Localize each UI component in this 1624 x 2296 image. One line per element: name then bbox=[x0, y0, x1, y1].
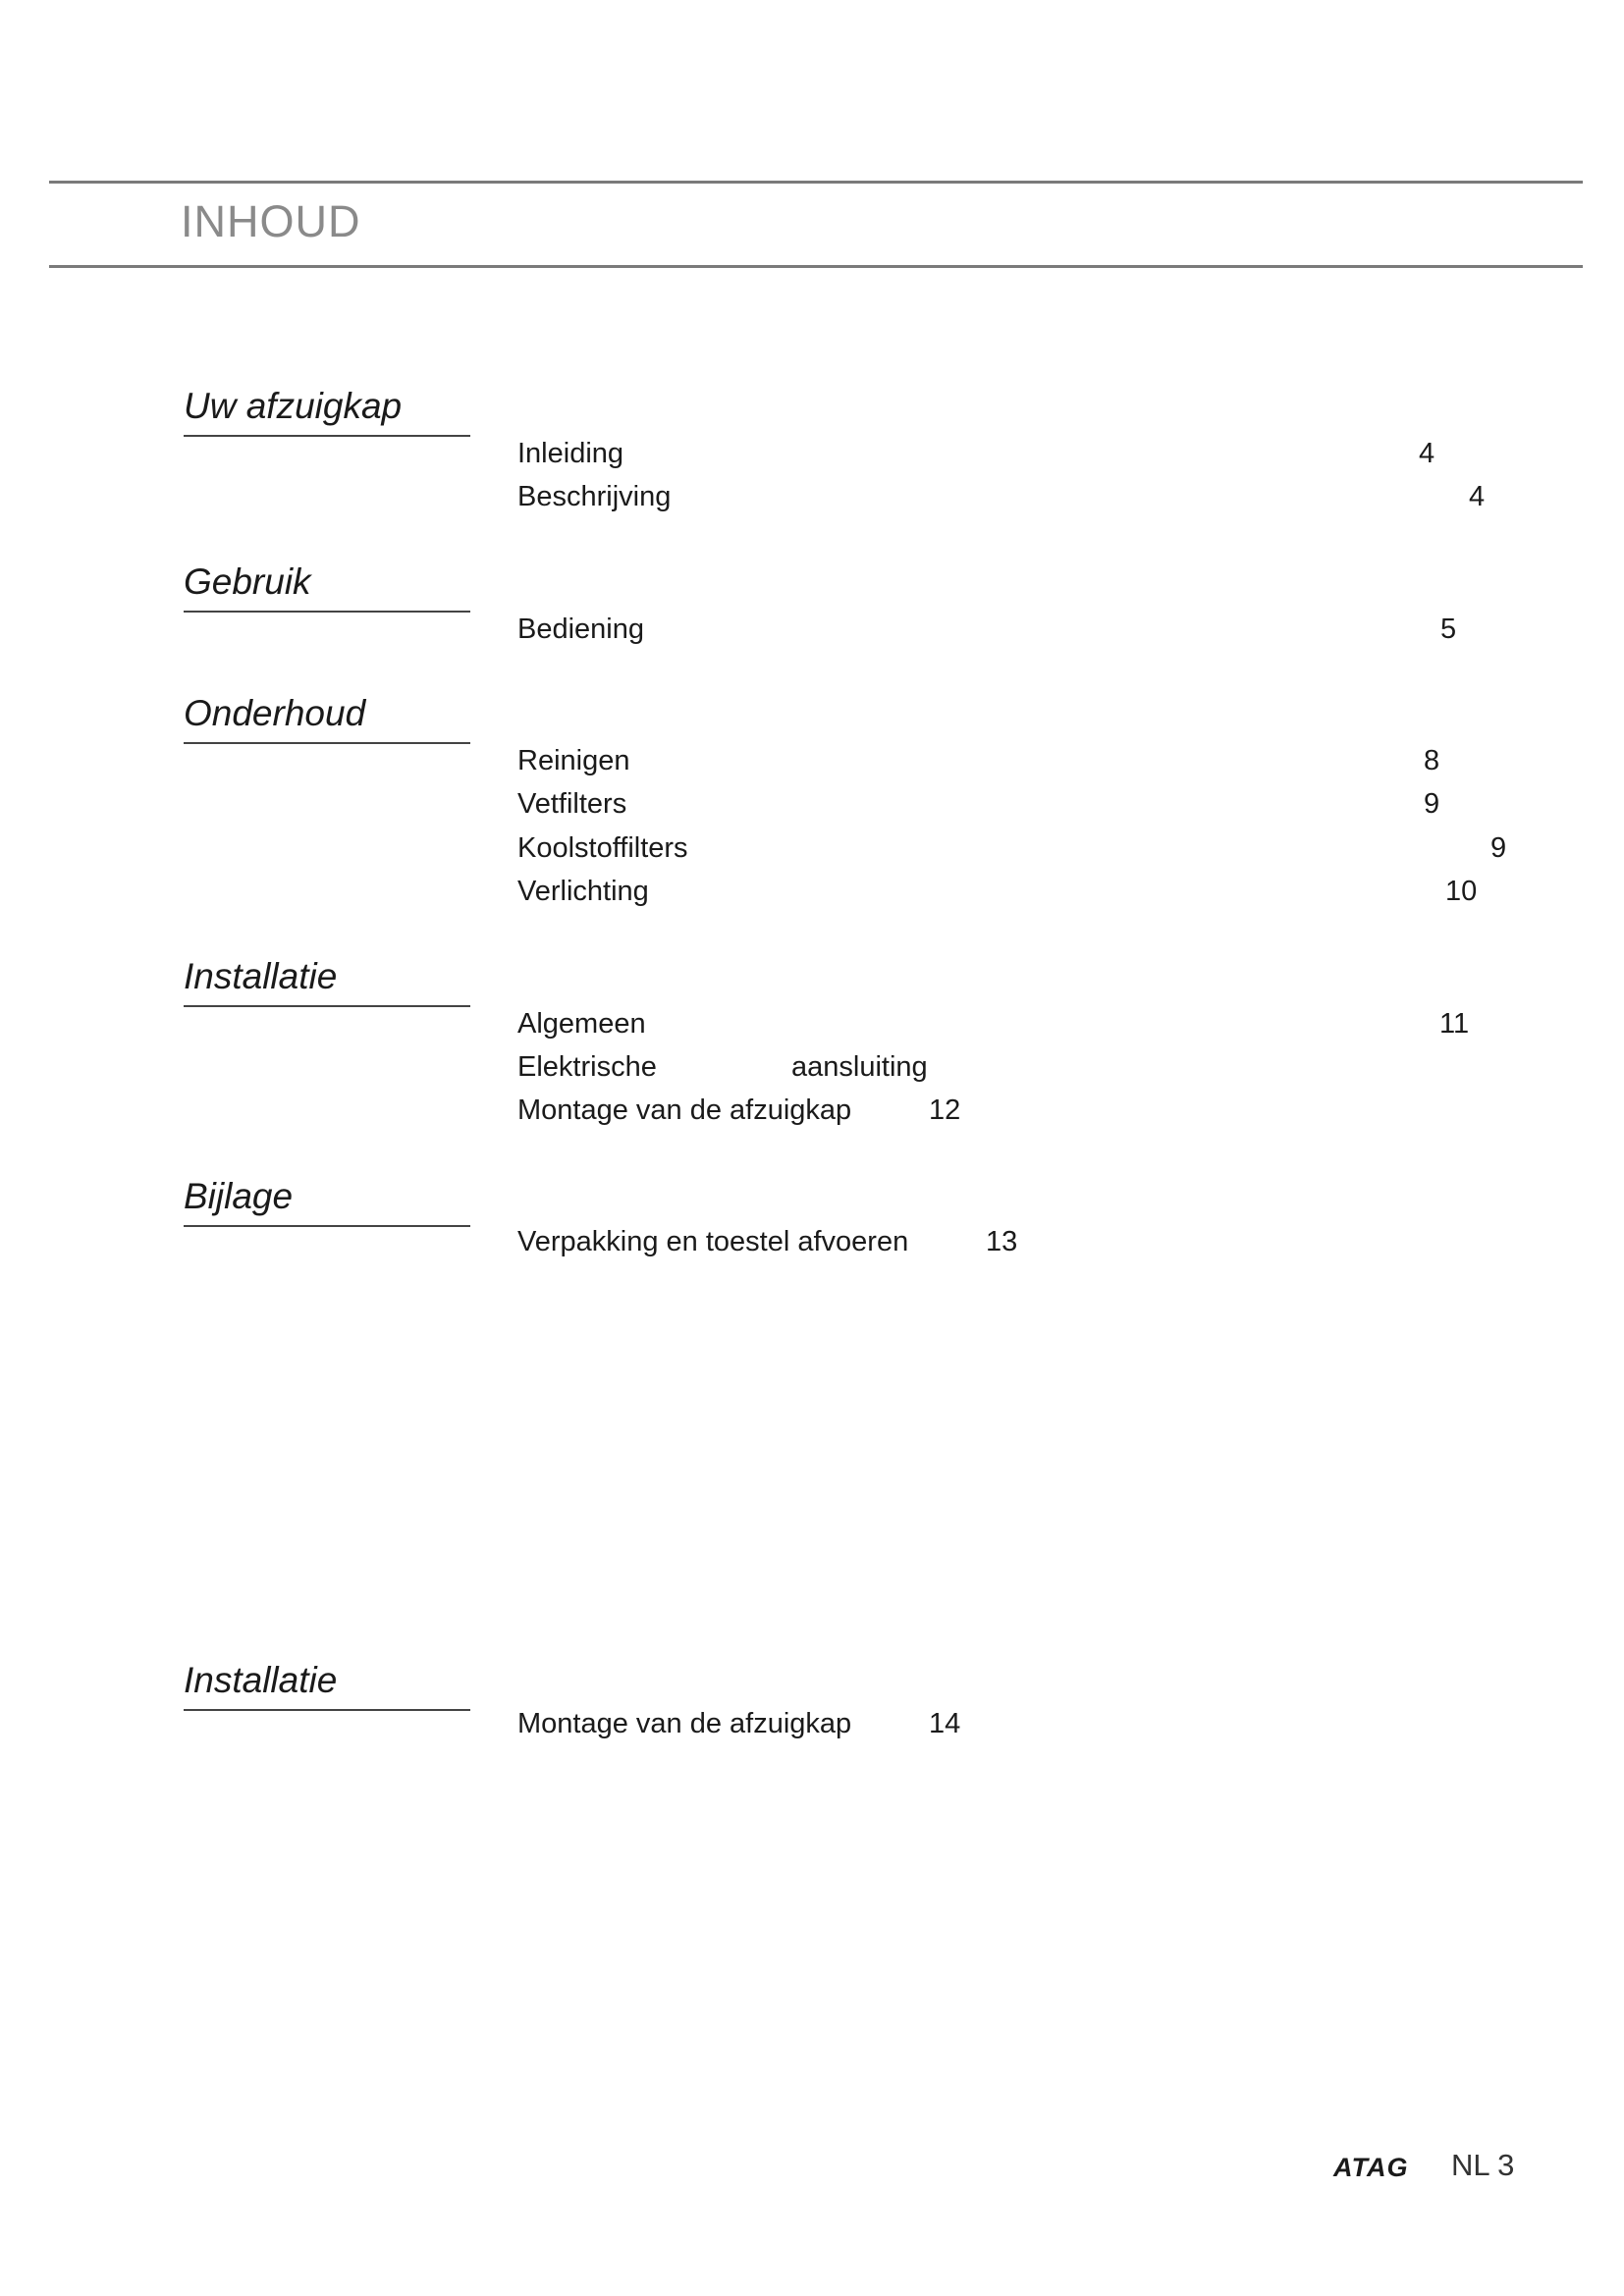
toc-entry-label: Elektrische bbox=[517, 1051, 657, 1083]
toc-entry-label: Verlichting bbox=[517, 876, 649, 907]
toc-entry-label-continued: aansluiting bbox=[791, 1051, 928, 1083]
toc-entry-page: 14 bbox=[929, 1708, 961, 1739]
toc-entry-page: 9 bbox=[1490, 832, 1507, 864]
header-rule-bottom bbox=[49, 265, 1583, 268]
section-onderhoud bbox=[184, 692, 470, 744]
section-underline bbox=[184, 611, 470, 613]
toc-entry-page: 4 bbox=[1419, 438, 1435, 469]
toc-entry-page: 9 bbox=[1424, 788, 1440, 820]
section-gebruik bbox=[184, 561, 470, 613]
section-uw-afzuigkap bbox=[184, 385, 470, 437]
toc-entry-page: 4 bbox=[1469, 481, 1486, 512]
section-installatie bbox=[184, 955, 470, 1007]
section-installatie-2 bbox=[184, 1659, 470, 1711]
header-rule-top bbox=[49, 181, 1583, 184]
section-title: Gebruik bbox=[184, 561, 311, 602]
section-title: Installatie bbox=[184, 956, 338, 996]
section-underline bbox=[184, 742, 470, 744]
toc-entry-label: Beschrijving bbox=[517, 481, 672, 512]
toc-entry-label: Koolstoffilters bbox=[517, 832, 688, 864]
section-bijlage bbox=[184, 1175, 470, 1227]
toc-entry-label: Verpakking en toestel afvoeren bbox=[517, 1226, 909, 1257]
toc-entry-label: Montage van de afzuigkap bbox=[517, 1708, 852, 1739]
toc-entry-page: 11 bbox=[1439, 1008, 1470, 1040]
section-underline bbox=[184, 435, 470, 437]
toc-entry-label: Montage van de afzuigkap bbox=[517, 1095, 852, 1126]
toc-entry-page: 8 bbox=[1424, 745, 1440, 776]
section-underline bbox=[184, 1709, 470, 1711]
page-number: NL 3 bbox=[1451, 2148, 1515, 2182]
toc-entry-page: 13 bbox=[986, 1226, 1018, 1257]
toc-entry-label: Bediening bbox=[517, 614, 644, 645]
toc-entry-label: Reinigen bbox=[517, 745, 630, 776]
toc-entry-page: 12 bbox=[929, 1095, 961, 1126]
page-title: INHOUD bbox=[181, 196, 361, 246]
section-title: Uw afzuigkap bbox=[184, 386, 403, 426]
section-title: Installatie bbox=[184, 1660, 338, 1700]
atag-logo: ATAG bbox=[1333, 2153, 1409, 2182]
toc-entry-label: Vetfilters bbox=[517, 788, 627, 820]
section-title: Onderhoud bbox=[184, 693, 366, 733]
section-underline bbox=[184, 1005, 470, 1007]
section-underline bbox=[184, 1225, 470, 1227]
toc-entry-page: 5 bbox=[1440, 614, 1457, 645]
toc-entry-label: Algemeen bbox=[517, 1008, 646, 1040]
toc-entry-label: Inleiding bbox=[517, 438, 624, 469]
section-title: Bijlage bbox=[184, 1176, 294, 1216]
toc-entry-page: 10 bbox=[1445, 876, 1478, 907]
